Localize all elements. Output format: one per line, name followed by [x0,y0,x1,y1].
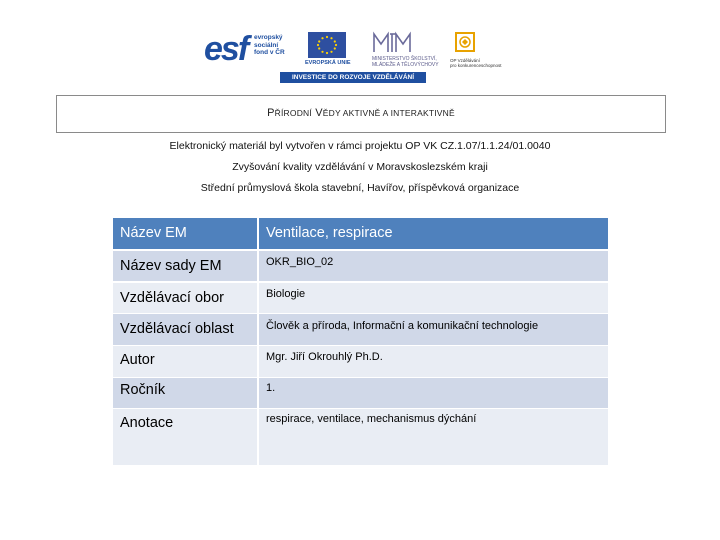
table-header-row [113,218,608,249]
esf-logo [204,32,304,68]
table-cell [259,283,608,313]
page-title [57,107,665,119]
table-value: Ventilace, respirace [266,225,393,241]
table-label: Vzdělávací oblast [120,321,234,337]
op-logo [450,30,502,70]
table-cell [259,218,608,249]
table-cell [113,251,257,281]
table-cell [113,409,257,465]
table-row [113,283,608,313]
title-part: ĚDY AKTIVNĚ A INTERAKTIVNĚ [322,108,455,118]
title-box [56,95,666,133]
table-value: 1. [266,382,276,394]
msmt-caption [372,56,439,68]
msmt-mark-icon [372,30,412,56]
title-part: P [267,107,275,119]
op-caption [450,58,502,68]
table-label: Vzdělávací obor [120,290,224,306]
title-part: ŘÍRODNÍ [274,108,312,118]
invest-banner: INVESTICE DO ROZVOJE VZDĚLÁVÁNÍ [280,72,426,83]
esf-logo-mark: esf [204,30,248,68]
table-label: Anotace [120,415,174,431]
op-mark-icon [450,30,480,56]
table-cell [259,378,608,408]
project-info-line: Elektronický materiál byl vytvořen v rámci projektu OP VK CZ.1.07/1.1.24/01.0040 [169,140,551,152]
table-value: Mgr. Jiří Okrouhlý Ph.D. [266,351,383,363]
table-row [113,314,608,345]
table-label: Ročník [120,382,166,398]
table-value: respirace, ventilace, mechanismus dýchání [266,413,477,425]
title-part: V [315,107,323,119]
table-label: Název sady EM [120,258,222,274]
table-value: OKR_BIO_02 [266,256,334,268]
msmt-line: MINISTERSTVO ŠKOLSTVÍ, [372,56,437,62]
logo-banner [204,28,502,84]
eu-stars-icon [308,32,346,58]
esf-line: sociální [254,41,279,49]
table-cell [113,218,257,249]
op-line: OP Vzdělávání [450,58,480,63]
table-cell [113,378,257,408]
table-row [113,346,608,377]
table-row [113,251,608,281]
school-line: Střední průmyslová škola stavební, Havířov, příspěvková organizace [200,182,520,194]
table-cell [113,346,257,377]
table-row [113,378,608,408]
table-row [113,409,608,465]
table-label: Autor [120,352,155,368]
table-cell [259,314,608,345]
msmt-logo [372,30,442,66]
eu-caption: EVROPSKÁ UNIE [305,60,351,66]
table-value: Člověk a příroda, Informační a komunikační technologie [266,320,539,332]
eu-flag-logo [308,32,346,58]
table-label: Název EM [120,225,187,241]
esf-line: evropský [254,34,283,41]
op-line: pro konkurenceschopnost [450,63,502,68]
msmt-line: MLÁDEŽE A TĚLOVÝCHOVY [372,62,439,68]
table-cell [113,314,257,345]
table-value: Biologie [266,288,306,300]
project-name-line: Zvyšování kvality vzdělávání v Moravskoslezském kraji [232,161,488,173]
table-cell [259,409,608,465]
table-cell [259,346,608,377]
table-cell [113,283,257,313]
esf-line: fond v ČR [254,49,285,56]
esf-logo-text [254,34,306,57]
table-cell [259,251,608,281]
